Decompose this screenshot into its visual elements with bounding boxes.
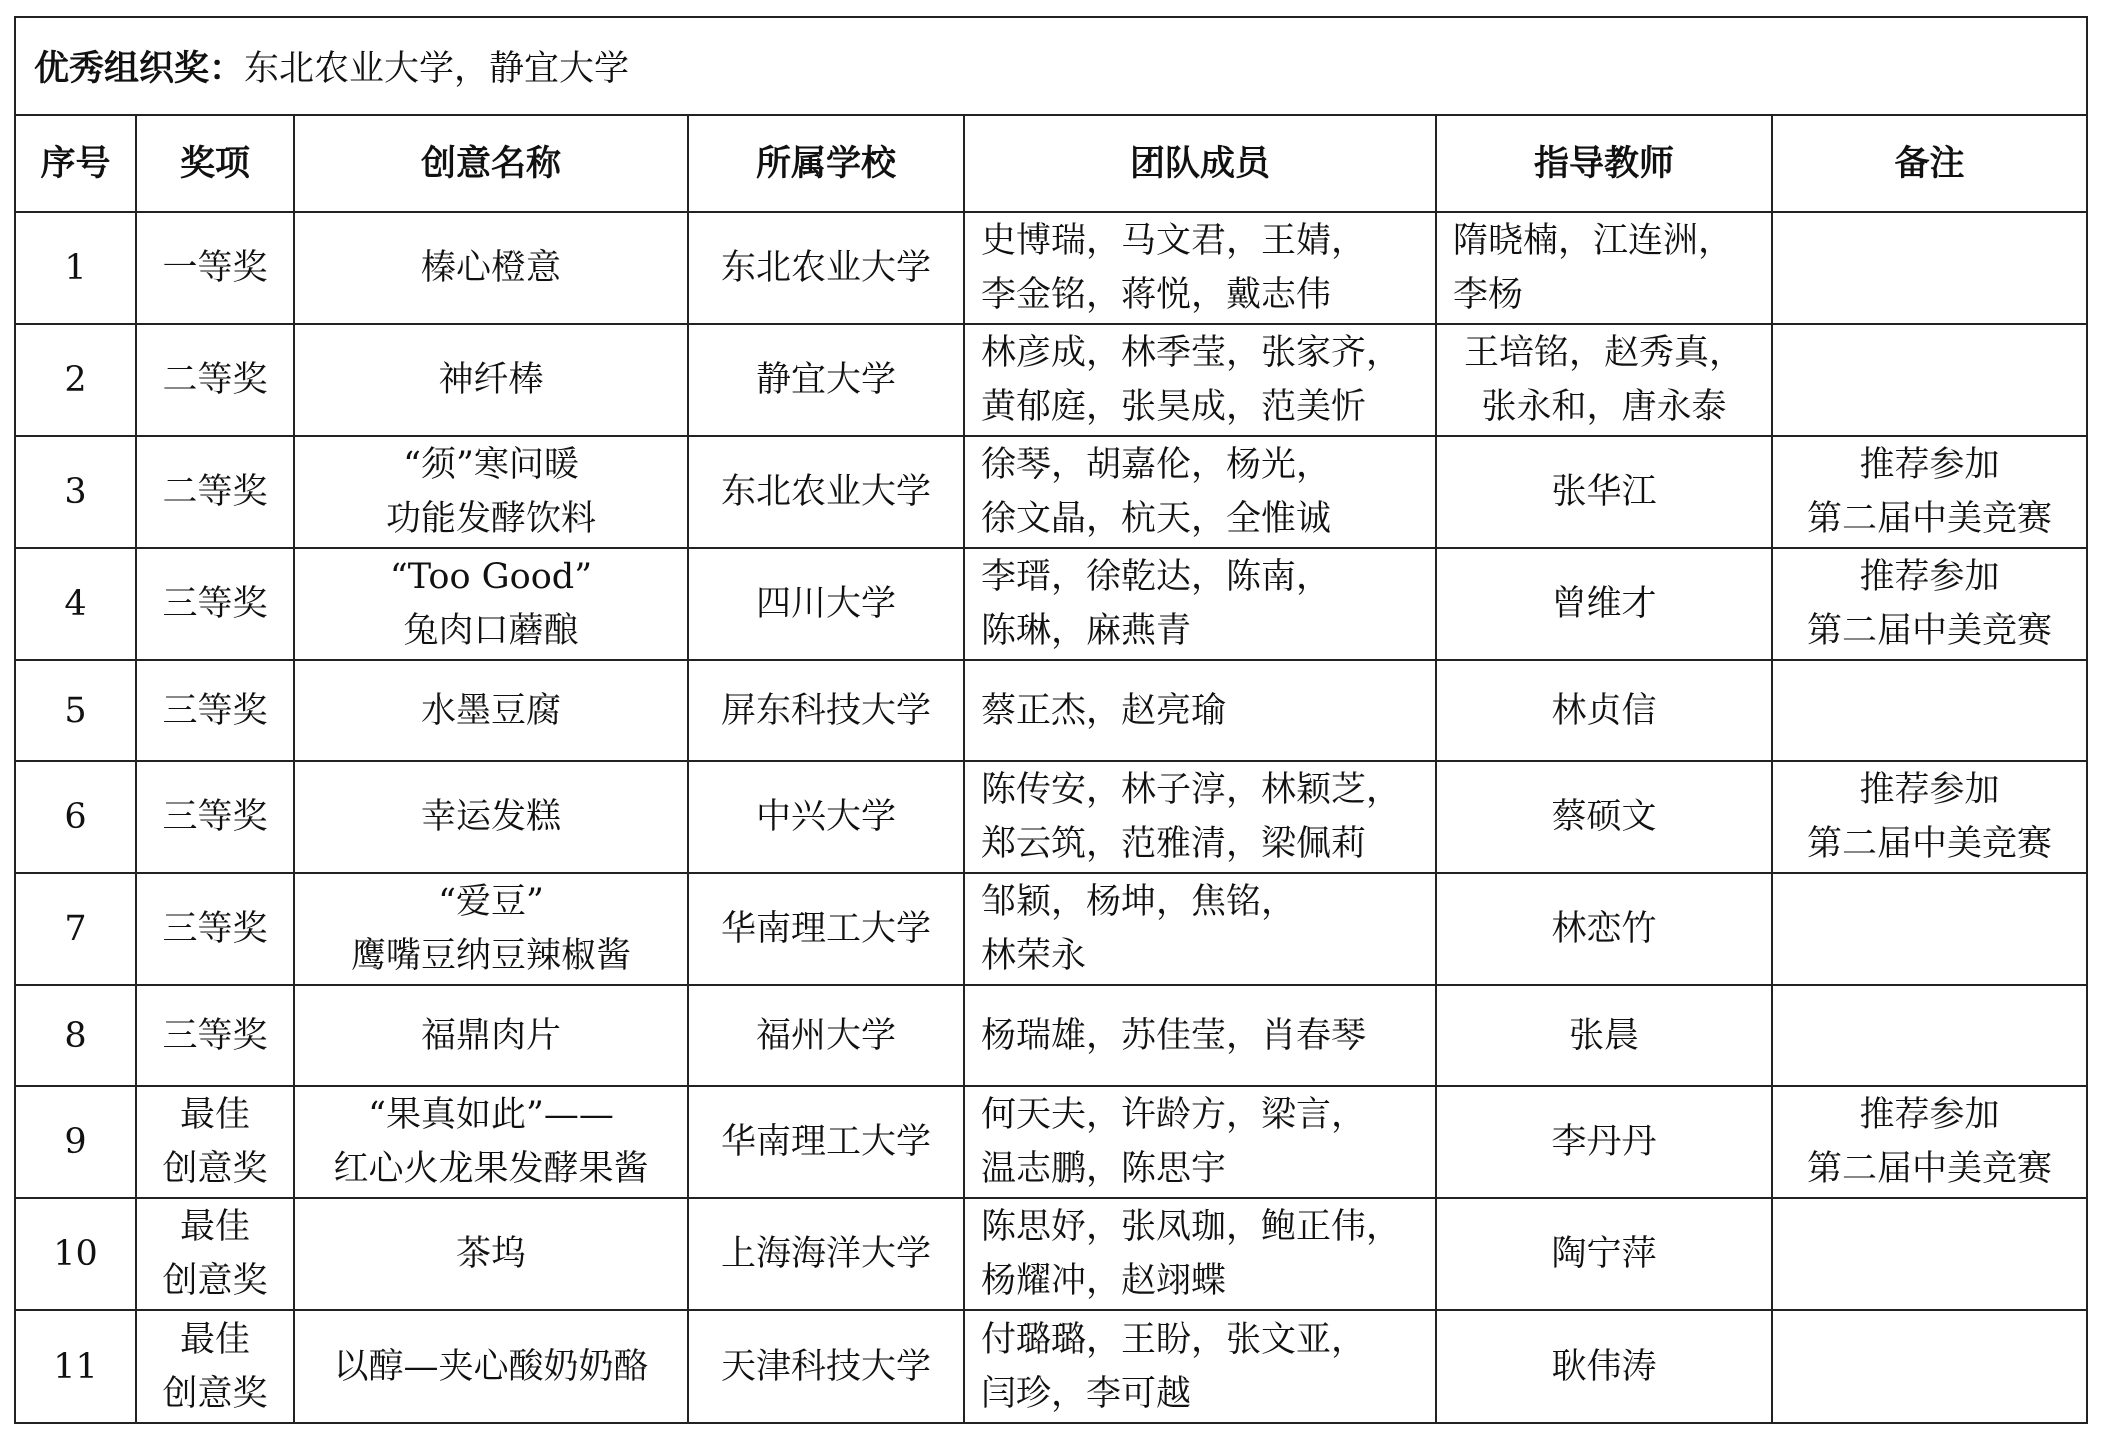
cell-remarks: [1772, 761, 2086, 873]
table-row: [16, 436, 2086, 548]
cell-team-members-line: 何天夫，许龄方，梁言，: [981, 1095, 1367, 1135]
table-row: [16, 548, 2086, 660]
cell-school: 东北农业大学: [688, 436, 964, 548]
cell-advisors: [1436, 1310, 1772, 1422]
cell-advisors: [1436, 1198, 1772, 1310]
table-row: [16, 212, 2086, 324]
cell-award-line: 三等奖: [162, 909, 268, 949]
header-team-members: 团队成员: [964, 116, 1436, 212]
cell-serial-number: 9: [16, 1086, 136, 1198]
cell-idea-name-line: 水墨豆腐: [420, 690, 561, 731]
header-idea-name: 创意名称: [294, 116, 688, 212]
cell-remarks: [1772, 985, 2086, 1086]
cell-team-members: [964, 1086, 1436, 1198]
cell-school: 福州大学: [688, 985, 964, 1086]
cell-award: [136, 212, 294, 324]
cell-team-members-line: 郑云筑，范雅清，梁佩莉: [981, 824, 1367, 864]
cell-advisors-line: 陶宁萍: [1551, 1234, 1657, 1274]
organization-award-label: 优秀组织奖：: [34, 48, 245, 89]
cell-idea-name-line: 红心火龙果发酵果酱: [333, 1149, 649, 1189]
cell-award: [136, 985, 294, 1086]
cell-serial-number: 4: [16, 548, 136, 660]
cell-advisors-line: 蔡硕文: [1551, 797, 1657, 837]
cell-idea-name: [294, 985, 688, 1086]
cell-idea-name-line: 榛心橙意: [420, 248, 561, 288]
cell-serial-number: 2: [16, 324, 136, 436]
cell-team-members: [964, 212, 1436, 324]
cell-idea-name-line: 茶坞: [455, 1234, 526, 1274]
cell-team-members-line: 蔡正杰，赵亮瑜: [981, 690, 1227, 731]
cell-serial-number: 7: [16, 873, 136, 985]
cell-school: 华南理工大学: [688, 1086, 964, 1198]
cell-award: [136, 548, 294, 660]
cell-team-members-line: 林荣永: [981, 936, 1087, 976]
cell-idea-name-line: 兔肉口蘑酿: [403, 611, 579, 651]
cell-school: 四川大学: [688, 548, 964, 660]
cell-team-members-line: 闫珍，李可越: [981, 1373, 1192, 1414]
cell-team-members-line: 陈传安，林子淳，林颖芝，: [981, 770, 1402, 810]
cell-team-members: [964, 436, 1436, 548]
cell-idea-name-line: 功能发酵饮料: [385, 499, 596, 539]
cell-idea-name: [294, 761, 688, 873]
cell-school: 东北农业大学: [688, 212, 964, 324]
cell-serial-number: 6: [16, 761, 136, 873]
cell-serial-number: 5: [16, 660, 136, 761]
cell-award: [136, 761, 294, 873]
cell-advisors-line: 王培铭，赵秀真，: [1463, 333, 1744, 373]
cell-team-members-line: 陈思妤，张凤珈，鲍正伟，: [981, 1207, 1402, 1247]
cell-school: 静宜大学: [688, 324, 964, 436]
cell-advisors: [1436, 1086, 1772, 1198]
cell-idea-name-line: “爱豆”: [438, 882, 544, 922]
cell-remarks: [1772, 1310, 2086, 1422]
cell-team-members-line: 黄郁庭，张昊成，范美忻: [981, 387, 1367, 427]
cell-team-members-line: 徐文晶，杭天，全惟诚: [981, 499, 1332, 539]
cell-idea-name-line: 福鼎肉片: [420, 1015, 561, 1056]
cell-serial-number: 8: [16, 985, 136, 1086]
cell-advisors-line: 张晨: [1568, 1015, 1639, 1056]
cell-team-members: [964, 1310, 1436, 1422]
cell-team-members-line: 杨瑞雄，苏佳莹，肖春琴: [981, 1015, 1367, 1056]
header-award: 奖项: [136, 116, 294, 212]
cell-team-members: [964, 660, 1436, 761]
cell-award-line: 创意奖: [162, 1373, 268, 1414]
cell-remarks: [1772, 1198, 2086, 1310]
cell-idea-name-line: 以醇—夹心酸奶奶酪: [333, 1346, 649, 1387]
cell-team-members: [964, 873, 1436, 985]
cell-advisors: [1436, 761, 1772, 873]
table-row: [16, 660, 2086, 761]
cell-award: [136, 436, 294, 548]
cell-serial-number: 1: [16, 212, 136, 324]
table-row: [16, 985, 2086, 1086]
cell-idea-name-line: 鹰嘴豆纳豆辣椒酱: [350, 936, 631, 976]
cell-idea-name: [294, 212, 688, 324]
cell-remarks-line: 第二届中美竞赛: [1806, 824, 2052, 864]
cell-advisors: [1436, 212, 1772, 324]
cell-award: [136, 1198, 294, 1310]
cell-advisors-line: 李杨: [1453, 275, 1524, 315]
table-row: [16, 761, 2086, 873]
cell-remarks-line: 第二届中美竞赛: [1806, 611, 2052, 651]
cell-award-line: 三等奖: [162, 584, 268, 624]
cell-advisors-line: 林贞信: [1551, 690, 1657, 731]
cell-award-line: 创意奖: [162, 1261, 268, 1301]
cell-remarks: [1772, 212, 2086, 324]
cell-team-members-line: 林彦成，林季莹，张家齐，: [981, 333, 1402, 373]
cell-serial-number: 11: [16, 1310, 136, 1422]
cell-award-line: 一等奖: [162, 248, 268, 288]
cell-team-members: [964, 1198, 1436, 1310]
cell-team-members-line: 史博瑞，马文君，王婧，: [981, 221, 1367, 261]
cell-serial-number: 3: [16, 436, 136, 548]
cell-advisors: [1436, 324, 1772, 436]
cell-idea-name-line: 神纤棒: [438, 360, 544, 400]
cell-remarks: [1772, 660, 2086, 761]
cell-team-members-line: 付璐璐，王盼，张文亚，: [981, 1319, 1367, 1360]
cell-advisors: [1436, 660, 1772, 761]
cell-advisors-line: 李丹丹: [1551, 1122, 1657, 1162]
cell-team-members-line: 温志鹏，陈思宇: [981, 1149, 1227, 1189]
cell-award-line: 创意奖: [162, 1149, 268, 1189]
cell-award: [136, 324, 294, 436]
cell-team-members-line: 陈琳，麻燕青: [981, 611, 1192, 651]
cell-award-line: 二等奖: [162, 472, 268, 512]
cell-award-line: 三等奖: [162, 1015, 268, 1056]
cell-remarks: [1772, 436, 2086, 548]
cell-advisors-line: 林恋竹: [1551, 909, 1657, 949]
cell-school: 天津科技大学: [688, 1310, 964, 1422]
cell-remarks: [1772, 548, 2086, 660]
table-body: [16, 212, 2086, 1422]
awards-table-document: [14, 16, 2088, 1424]
cell-team-members: [964, 324, 1436, 436]
cell-school: 屏东科技大学: [688, 660, 964, 761]
cell-team-members: [964, 761, 1436, 873]
table-row: [16, 1086, 2086, 1198]
table-row: [16, 1198, 2086, 1310]
cell-idea-name: [294, 436, 688, 548]
cell-award-line: 三等奖: [162, 797, 268, 837]
cell-remarks: [1772, 324, 2086, 436]
cell-idea-name: [294, 1310, 688, 1422]
awards-table: [16, 116, 2086, 1422]
cell-team-members-line: 邹颖，杨坤，焦铭，: [981, 882, 1297, 922]
cell-team-members-line: 李金铭，蒋悦，戴志伟: [981, 275, 1332, 315]
cell-idea-name: [294, 873, 688, 985]
cell-advisors: [1436, 873, 1772, 985]
cell-serial-number: 10: [16, 1198, 136, 1310]
cell-team-members-line: 徐琴，胡嘉伦，杨光，: [981, 445, 1332, 485]
cell-remarks-line: 推荐参加: [1859, 557, 2000, 597]
cell-school: 中兴大学: [688, 761, 964, 873]
cell-advisors-line: 隋晓楠，江连洲，: [1453, 221, 1734, 261]
cell-award-line: 最佳: [179, 1095, 250, 1135]
cell-award: [136, 1310, 294, 1422]
cell-team-members-line: 李瑨，徐乾达，陈南，: [981, 557, 1332, 597]
cell-advisors: [1436, 985, 1772, 1086]
header-serial-number: 序号: [16, 116, 136, 212]
cell-advisors: [1436, 436, 1772, 548]
cell-remarks-line: 推荐参加: [1859, 1095, 2000, 1135]
cell-school: 华南理工大学: [688, 873, 964, 985]
cell-award: [136, 660, 294, 761]
organization-award-row: [16, 18, 2086, 116]
cell-idea-name-line: “果真如此”——: [368, 1095, 614, 1135]
cell-advisors-line: 张永和，唐永泰: [1481, 387, 1727, 427]
cell-advisors: [1436, 548, 1772, 660]
cell-remarks: [1772, 873, 2086, 985]
cell-idea-name-line: 幸运发糕: [420, 797, 561, 837]
cell-advisors-line: 耿伟涛: [1551, 1346, 1657, 1387]
cell-idea-name-line: “Too Good”: [389, 557, 593, 597]
cell-remarks-line: 推荐参加: [1859, 770, 2000, 810]
cell-advisors-line: 曾维才: [1551, 584, 1657, 624]
cell-award: [136, 1086, 294, 1198]
table-row: [16, 873, 2086, 985]
cell-award: [136, 873, 294, 985]
cell-remarks-line: 推荐参加: [1859, 445, 2000, 485]
cell-idea-name: [294, 324, 688, 436]
cell-team-members: [964, 548, 1436, 660]
cell-advisors-line: 张华江: [1551, 472, 1657, 512]
table-header-row: [16, 116, 2086, 212]
cell-team-members: [964, 985, 1436, 1086]
table-row: [16, 1310, 2086, 1422]
cell-school: 上海海洋大学: [688, 1198, 964, 1310]
cell-idea-name: [294, 660, 688, 761]
table-row: [16, 324, 2086, 436]
header-remarks: 备注: [1772, 116, 2086, 212]
cell-award-line: 最佳: [179, 1319, 250, 1360]
cell-team-members-line: 杨耀冲，赵翊蝶: [981, 1261, 1227, 1301]
cell-remarks-line: 第二届中美竞赛: [1806, 499, 2052, 539]
cell-idea-name-line: “须”寒问暖: [403, 445, 579, 485]
cell-idea-name: [294, 1086, 688, 1198]
cell-idea-name: [294, 1198, 688, 1310]
cell-remarks-line: 第二届中美竞赛: [1806, 1149, 2052, 1189]
cell-idea-name: [294, 548, 688, 660]
organization-award-winners: 东北农业大学，静宜大学: [244, 49, 630, 89]
cell-award-line: 三等奖: [162, 690, 268, 731]
cell-remarks: [1772, 1086, 2086, 1198]
cell-award-line: 二等奖: [162, 360, 268, 400]
header-advisors: 指导教师: [1436, 116, 1772, 212]
header-school: 所属学校: [688, 116, 964, 212]
cell-award-line: 最佳: [179, 1207, 250, 1247]
